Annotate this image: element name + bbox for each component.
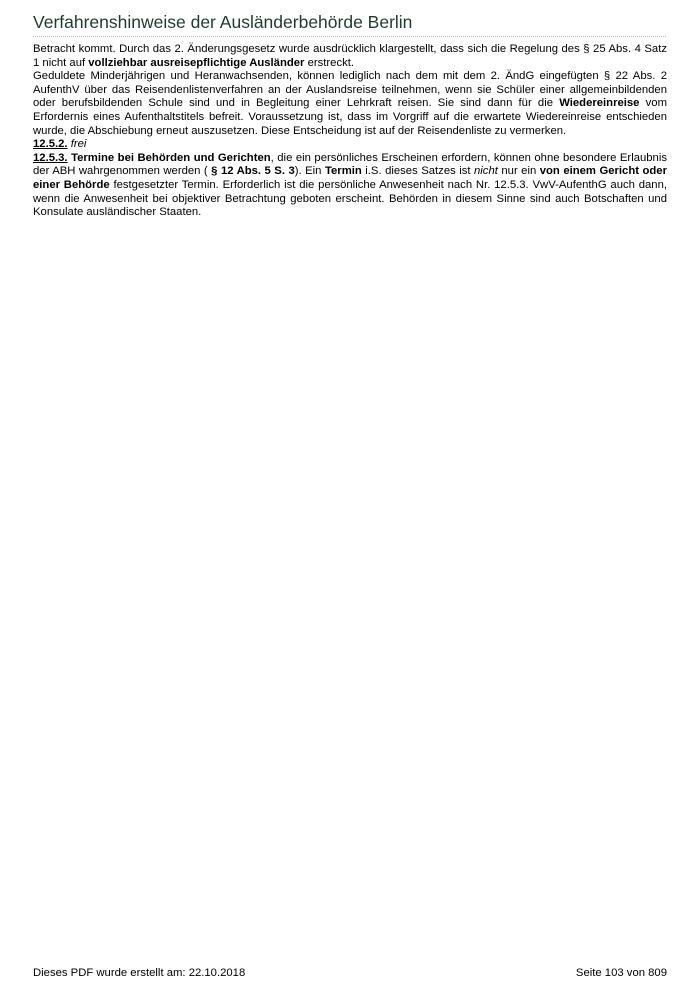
section-12-5-2: [33, 138, 667, 152]
bold-run: von einem Gericht oder einer Behörde: [33, 165, 667, 191]
footer-created-date: Dieses PDF wurde erstellt am: 22.10.2018: [33, 967, 246, 979]
bold-run: § 12 Abs. 5 S. 3: [211, 165, 295, 178]
section-12-5-3: [33, 152, 667, 220]
section-number: 12.5.3.: [33, 151, 68, 164]
paragraph-2: [33, 70, 667, 138]
text-run: Betracht kommt. Durch das 2. Änderungsgesetz wurde ausdrücklich klargestellt, dass sich die Regelung des § 25 Abs. 4 Satz 1 nicht auf: [33, 43, 667, 69]
title-divider: [33, 36, 666, 37]
section-number: 12.5.2.: [33, 138, 68, 151]
paragraph-1: [33, 43, 667, 70]
section-text: frei: [70, 138, 87, 151]
text-run: i.S. dieses Satzes ist: [361, 165, 475, 178]
text-run: festgesetzter Termin. Erforderlich ist die persönliche Anwesenheit nach Nr. 12.5.3. VwV-AufenthG auch dann, wenn die Anwesenheit bei objektiver Betrachtung geboten erscheint. Behörden in diesem Sinne sind auch Botschaften und Konsulate ausländischer Staaten.: [33, 178, 667, 219]
italic-run: nicht: [474, 165, 498, 178]
text-run: Geduldete Minderjährigen und Heranwachsenden, können lediglich nach dem mit dem 2. ÄndG eingefügten § 22 Abs. 2 AufenthV über das Reisendenlistenverfahren an der Auslandsreise teilnehmen, wenn sie Schüler einer allgemeinbildenden oder berufsbildenden Schule sind und in Begleitung einer Lehrkraft reisen. Sie sind dann für die: [33, 70, 667, 110]
footer-page-number: Seite 103 von 809: [575, 967, 667, 979]
text-run: erstreckt.: [304, 56, 355, 69]
bold-run: Termin: [324, 165, 362, 178]
text-run: nur ein: [497, 165, 540, 178]
text-run: ). Ein: [294, 165, 325, 178]
bold-run: Wiedereinreise: [559, 97, 640, 110]
text-run: vom Erfordernis eines Aufenthaltstitels befreit. Voraussetzung ist, dass im Vorgriff auf die erwartete Wiedereinreise entschieden wurde, die Abschiebung erneut auszusetzen. Diese Entscheidung ist auf der Reisendenliste zu vermerken.: [33, 97, 667, 137]
page-title: Verfahrenshinweise der Ausländerbehörde Berlin: [33, 12, 413, 32]
text-run: , die ein persönliches Erscheinen erfordern, können ohne besondere Erlaubnis der ABH wahrgenommen werden (: [33, 151, 667, 178]
document-body: [33, 43, 667, 220]
bold-run: Termine bei Behörden und Gerichten: [71, 151, 271, 164]
bold-run: vollziehbar ausreisepflichtige Ausländer: [88, 56, 305, 69]
